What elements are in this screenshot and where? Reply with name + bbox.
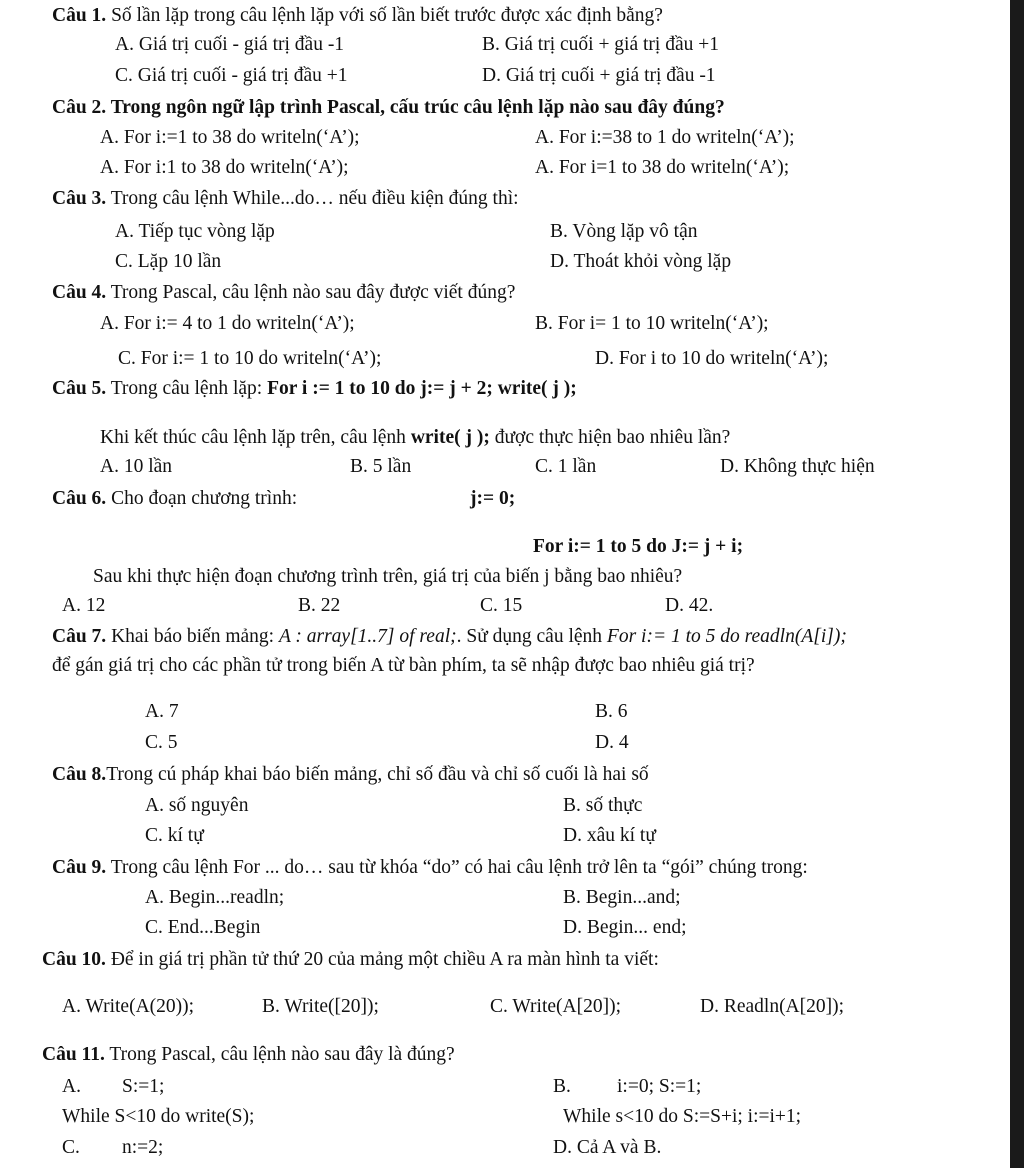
question-1 xyxy=(52,6,663,26)
question-number: Câu 6. xyxy=(52,488,107,509)
question-text: Trong câu lệnh For ... do… sau từ khóa “do” có hai câu lệnh trở lên ta “gói” chúng trong: xyxy=(106,857,808,878)
option-11d: D. Cả A và B. xyxy=(553,1137,662,1158)
option-3d: D. Thoát khỏi vòng lặp xyxy=(550,251,732,272)
option-2-2: A. For i:=38 to 1 do writeln(‘A’); xyxy=(535,127,795,148)
option-1c: C. Giá trị cuối - giá trị đầu +1 xyxy=(115,65,348,86)
option-11c-code1: n:=2; xyxy=(122,1137,164,1158)
question-10 xyxy=(42,950,659,970)
option-1a: A. Giá trị cuối - giá trị đầu -1 xyxy=(115,34,345,55)
text-run: Khai báo biến mảng: xyxy=(106,626,279,647)
question-number: Câu 10. xyxy=(42,949,106,970)
option-11a-code2: While S<10 do write(S); xyxy=(62,1106,255,1127)
option-6b: B. 22 xyxy=(298,595,341,616)
option-6c: C. 15 xyxy=(480,595,523,616)
option-1d: D. Giá trị cuối + giá trị đầu -1 xyxy=(482,65,716,86)
question-4 xyxy=(52,283,515,303)
option-2-4: A. For i=1 to 38 do writeln(‘A’); xyxy=(535,157,790,178)
option-4a: A. For i:= 4 to 1 do writeln(‘A’); xyxy=(100,313,355,334)
question-6-sub: Sau khi thực hiện đoạn chương trình trên, giá trị của biến j bằng bao nhiêu? xyxy=(93,566,683,587)
question-7-line2: để gán giá trị cho các phần tử trong biến A từ bàn phím, ta sẽ nhập được bao nhiêu giá trị? xyxy=(52,655,755,676)
option-7a: A. 7 xyxy=(145,701,179,722)
question-number: Câu 3. xyxy=(52,188,107,209)
question-number: Câu 11. xyxy=(42,1044,105,1065)
option-9c: C. End...Begin xyxy=(145,917,261,938)
question-number: Câu 7. xyxy=(52,626,107,647)
option-7c: C. 5 xyxy=(145,732,178,753)
option-5a: A. 10 lần xyxy=(100,456,173,477)
option-4c: C. For i:= 1 to 10 do writeln(‘A’); xyxy=(118,348,382,369)
option-7d: D. 4 xyxy=(595,732,629,753)
question-text: Trong câu lệnh lặp: xyxy=(106,378,268,399)
option-3c: C. Lặp 10 lần xyxy=(115,251,222,272)
question-text: Để in giá trị phần tử thứ 20 của mảng một chiều A ra màn hình ta viết: xyxy=(105,949,659,970)
question-text: Trong Pascal, câu lệnh nào sau đây được viết đúng? xyxy=(106,282,516,303)
code-line-2: For i:= 1 to 5 do J:= j + i; xyxy=(533,536,744,557)
option-8b: B. số thực xyxy=(563,795,643,816)
question-text: Trong Pascal, câu lệnh nào sau đây là đúng? xyxy=(104,1044,455,1065)
option-7b: B. 6 xyxy=(595,701,628,722)
code-snippet: For i:= 1 to 5 do readln(A[i]); xyxy=(606,626,847,647)
text-run: Khi kết thúc câu lệnh lặp trên, câu lệnh xyxy=(100,427,411,448)
question-5 xyxy=(52,379,577,399)
option-8d: D. xâu kí tự xyxy=(563,825,656,846)
option-1b: B. Giá trị cuối + giá trị đầu +1 xyxy=(482,34,719,55)
question-number: Câu 4. xyxy=(52,282,107,303)
option-5d: D. Không thực hiện xyxy=(720,456,875,477)
option-5b: B. 5 lần xyxy=(350,456,412,477)
code-snippet: For i := 1 to 10 do j:= j + 2; write( j ); xyxy=(267,378,577,399)
question-text: Cho đoạn chương trình: xyxy=(106,488,298,509)
option-8c: C. kí tự xyxy=(145,825,204,846)
photo-dark-edge xyxy=(1010,0,1024,1168)
option-5c: C. 1 lần xyxy=(535,456,597,477)
question-text: Trong cú pháp khai báo biến mảng, chỉ số đầu và chỉ số cuối là hai số xyxy=(106,764,649,785)
question-2: Câu 2. Trong ngôn ngữ lập trình Pascal, cấu trúc câu lệnh lặp nào sau đây đúng? xyxy=(52,97,725,118)
option-6d: D. 42. xyxy=(665,595,714,616)
option-11a-code1: S:=1; xyxy=(122,1076,165,1097)
question-text: Số lần lặp trong câu lệnh lặp với số lần biết trước được xác định bằng? xyxy=(106,5,663,26)
option-11b-label: B. xyxy=(553,1076,571,1097)
code-snippet: write( j ); xyxy=(410,427,490,448)
option-4d: D. For i to 10 do writeln(‘A’); xyxy=(595,348,829,369)
question-number: Câu 9. xyxy=(52,857,107,878)
option-8a: A. số nguyên xyxy=(145,795,249,816)
question-number: Câu 1. xyxy=(52,5,107,26)
option-3b: B. Vòng lặp vô tận xyxy=(550,221,698,242)
option-11a-label: A. xyxy=(62,1076,81,1097)
text-run: được thực hiện bao nhiêu lần? xyxy=(489,427,731,448)
question-6 xyxy=(52,489,297,509)
question-9 xyxy=(52,858,808,878)
option-10a: A. Write(A(20)); xyxy=(62,996,195,1017)
question-5-sub xyxy=(100,428,730,448)
text-run: . Sử dụng câu lệnh xyxy=(456,626,607,647)
question-8 xyxy=(52,765,649,785)
code-snippet: A : array[1..7] of real; xyxy=(278,626,457,647)
code-line-1: j:= 0; xyxy=(470,488,516,509)
option-11b-code1: i:=0; S:=1; xyxy=(617,1076,702,1097)
option-11c-label: C. xyxy=(62,1137,80,1158)
option-9d: D. Begin... end; xyxy=(563,917,687,938)
question-text: Trong câu lệnh While...do… nếu điều kiện đúng thì: xyxy=(106,188,519,209)
option-4b: B. For i= 1 to 10 writeln(‘A’); xyxy=(535,313,769,334)
option-10c: C. Write(A[20]); xyxy=(490,996,621,1017)
option-10b: B. Write([20]); xyxy=(262,996,379,1017)
option-10d: D. Readln(A[20]); xyxy=(700,996,845,1017)
question-7 xyxy=(52,627,847,647)
option-2-3: A. For i:1 to 38 do writeln(‘A’); xyxy=(100,157,349,178)
question-number: Câu 8. xyxy=(52,764,107,785)
option-9b: B. Begin...and; xyxy=(563,887,681,908)
question-11 xyxy=(42,1045,455,1065)
question-number: Câu 5. xyxy=(52,378,107,399)
question-3 xyxy=(52,189,519,209)
option-2-1: A. For i:=1 to 38 do writeln(‘A’); xyxy=(100,127,360,148)
option-3a: A. Tiếp tục vòng lặp xyxy=(115,221,275,242)
option-11b-code2: While s<10 do S:=S+i; i:=i+1; xyxy=(563,1106,802,1127)
option-6a: A. 12 xyxy=(62,595,106,616)
option-9a: A. Begin...readln; xyxy=(145,887,285,908)
